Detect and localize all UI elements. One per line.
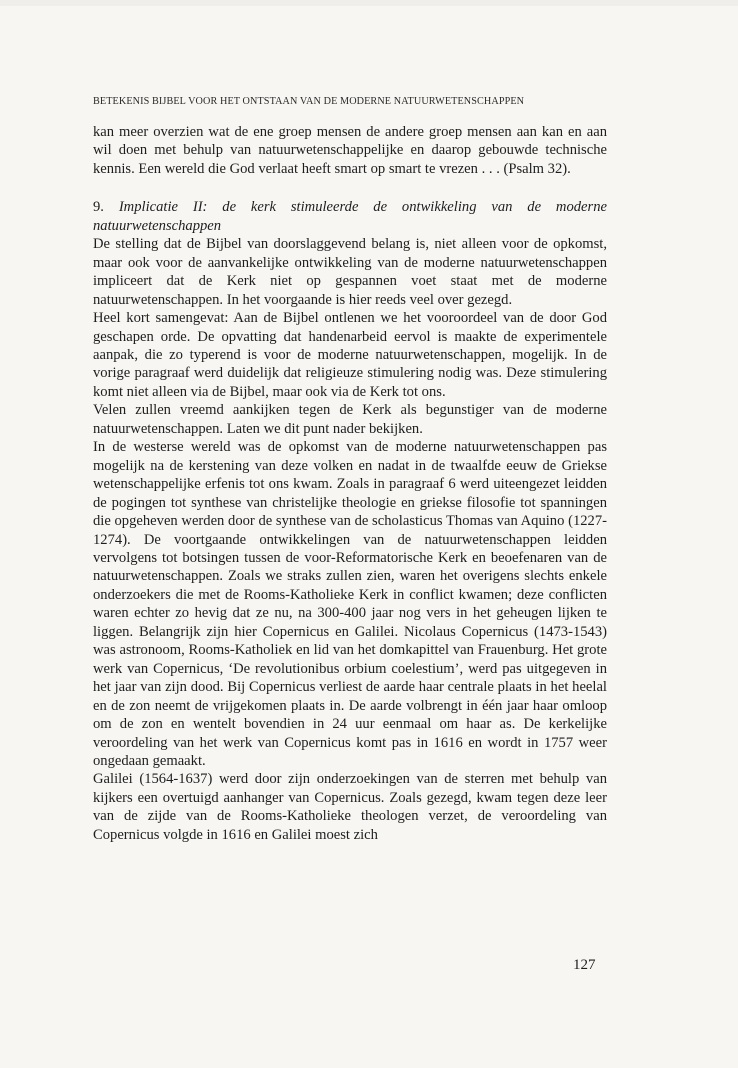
section-title: Implicatie II: de kerk stimuleerde de ontwikkeling van de moderne natuurwetenschappen: [93, 199, 607, 234]
paragraph-2: Heel kort samengevat: Aan de Bijbel ontlenen we het vooroordeel van de door God geschapen orde. De opvatting dat handenarbeid eervol is maakte de experimentele aanpak, die zo typerend is voor de moderne natuurwetenschappen, mogelijk. In de vorige paragraaf werd duidelijk dat religieuze stimulering nodig was. Deze stimulering komt niet alleen via de Bijbel, maar ook via de Kerk tot ons.: [93, 310, 607, 400]
opening-paragraph: kan meer overzien wat de ene groep mensen de andere groep mensen aan kan en aan wil doen met behulp van natuurwetenschappelijke en daarop gebouwde technische kennis. Een wereld die God verlaat heeft smart op smart te vrezen . . . (Psalm 32).: [93, 124, 607, 177]
paragraph-4: In de westerse wereld was de opkomst van de moderne natuurwetenschappen pas mogelijk na de kerstening van deze volken en nadat in de twaalfde eeuw de Griekse wetenschappelijke erfenis tot ons kwam. Zoals in paragraaf 6 werd uiteengezet leidden de pogingen tot synthese van christelijke theologie en griekse filosofie tot spanningen die opgeheven werden door de synthese van de scholasticus Thomas van Aquino (1227-1274). De voortgaande ontwikkelingen van de natuurwetenschappen leidden vervolgens tot botsingen tussen de voor-Reformatorische Kerk en beoefenaren van de natuurwetenschappen. Zoals we straks zullen zien, waren het overigens slechts enkele onderzoekers die met de Rooms-Katholieke Kerk in conflict kwamen; deze conflicten waren echter zo hevig dat ze nu, na 300-400 jaar nog vers in het geheugen lijken te liggen. Belangrijk zijn hier Copernicus en Galilei. Nicolaus Copernicus (1473-1543) was astronoom, Rooms-Katholiek en lid van het domkapittel van Frauenburg. Het grote werk van Copernicus, ‘De revolutionibus orbium coelestium’, werd pas uitgegeven in het jaar van zijn dood. Bij Copernicus verliest de aarde haar centrale plaats in het heelal en de zon neemt de vrijgekomen plaats in. De aarde volbrengt in één jaar haar omloop om de zon en wentelt bovendien in 24 uur eenmaal om haar as. De kerkelijke veroordeling van het werk van Copernicus komt pas in 1616 en wordt in 1757 weer ongedaan gemaakt.: [93, 439, 607, 769]
page-number: 127: [573, 957, 596, 973]
paragraph-5: Galilei (1564-1637) werd door zijn onderzoekingen van de sterren met behulp van kijkers een overtuigd aanhanger van Copernicus. Zoals gezegd, kwam tegen deze leer van de zijde van de Rooms-Katholieke theologen verzet, de veroordeling van Copernicus volgde in 1616 en Galilei moest zich: [93, 771, 607, 843]
section-number: 9.: [93, 199, 104, 216]
page-body: [93, 123, 607, 844]
section-heading: [93, 198, 607, 235]
paragraph-3: Velen zullen vreemd aankijken tegen de Kerk als begunstiger van de moderne natuurwetenschappen. Laten we dit punt nader bekijken.: [93, 402, 607, 437]
running-head: BETEKENIS BIJBEL VOOR HET ONTSTAAN VAN DE MODERNE NATUURWETENSCHAPPEN: [93, 96, 525, 107]
paragraph-1: De stelling dat de Bijbel van doorslaggevend belang is, niet alleen voor de opkomst, maar ook voor de aanvankelijke ontwikkeling van de moderne natuurwetenschappen impliceert dat de Kerk niet op gespannen voet staat met de moderne natuurwetenschappen. In het voorgaande is hier reeds veel over gezegd.: [93, 236, 607, 308]
scan-edge: [0, 0, 738, 6]
